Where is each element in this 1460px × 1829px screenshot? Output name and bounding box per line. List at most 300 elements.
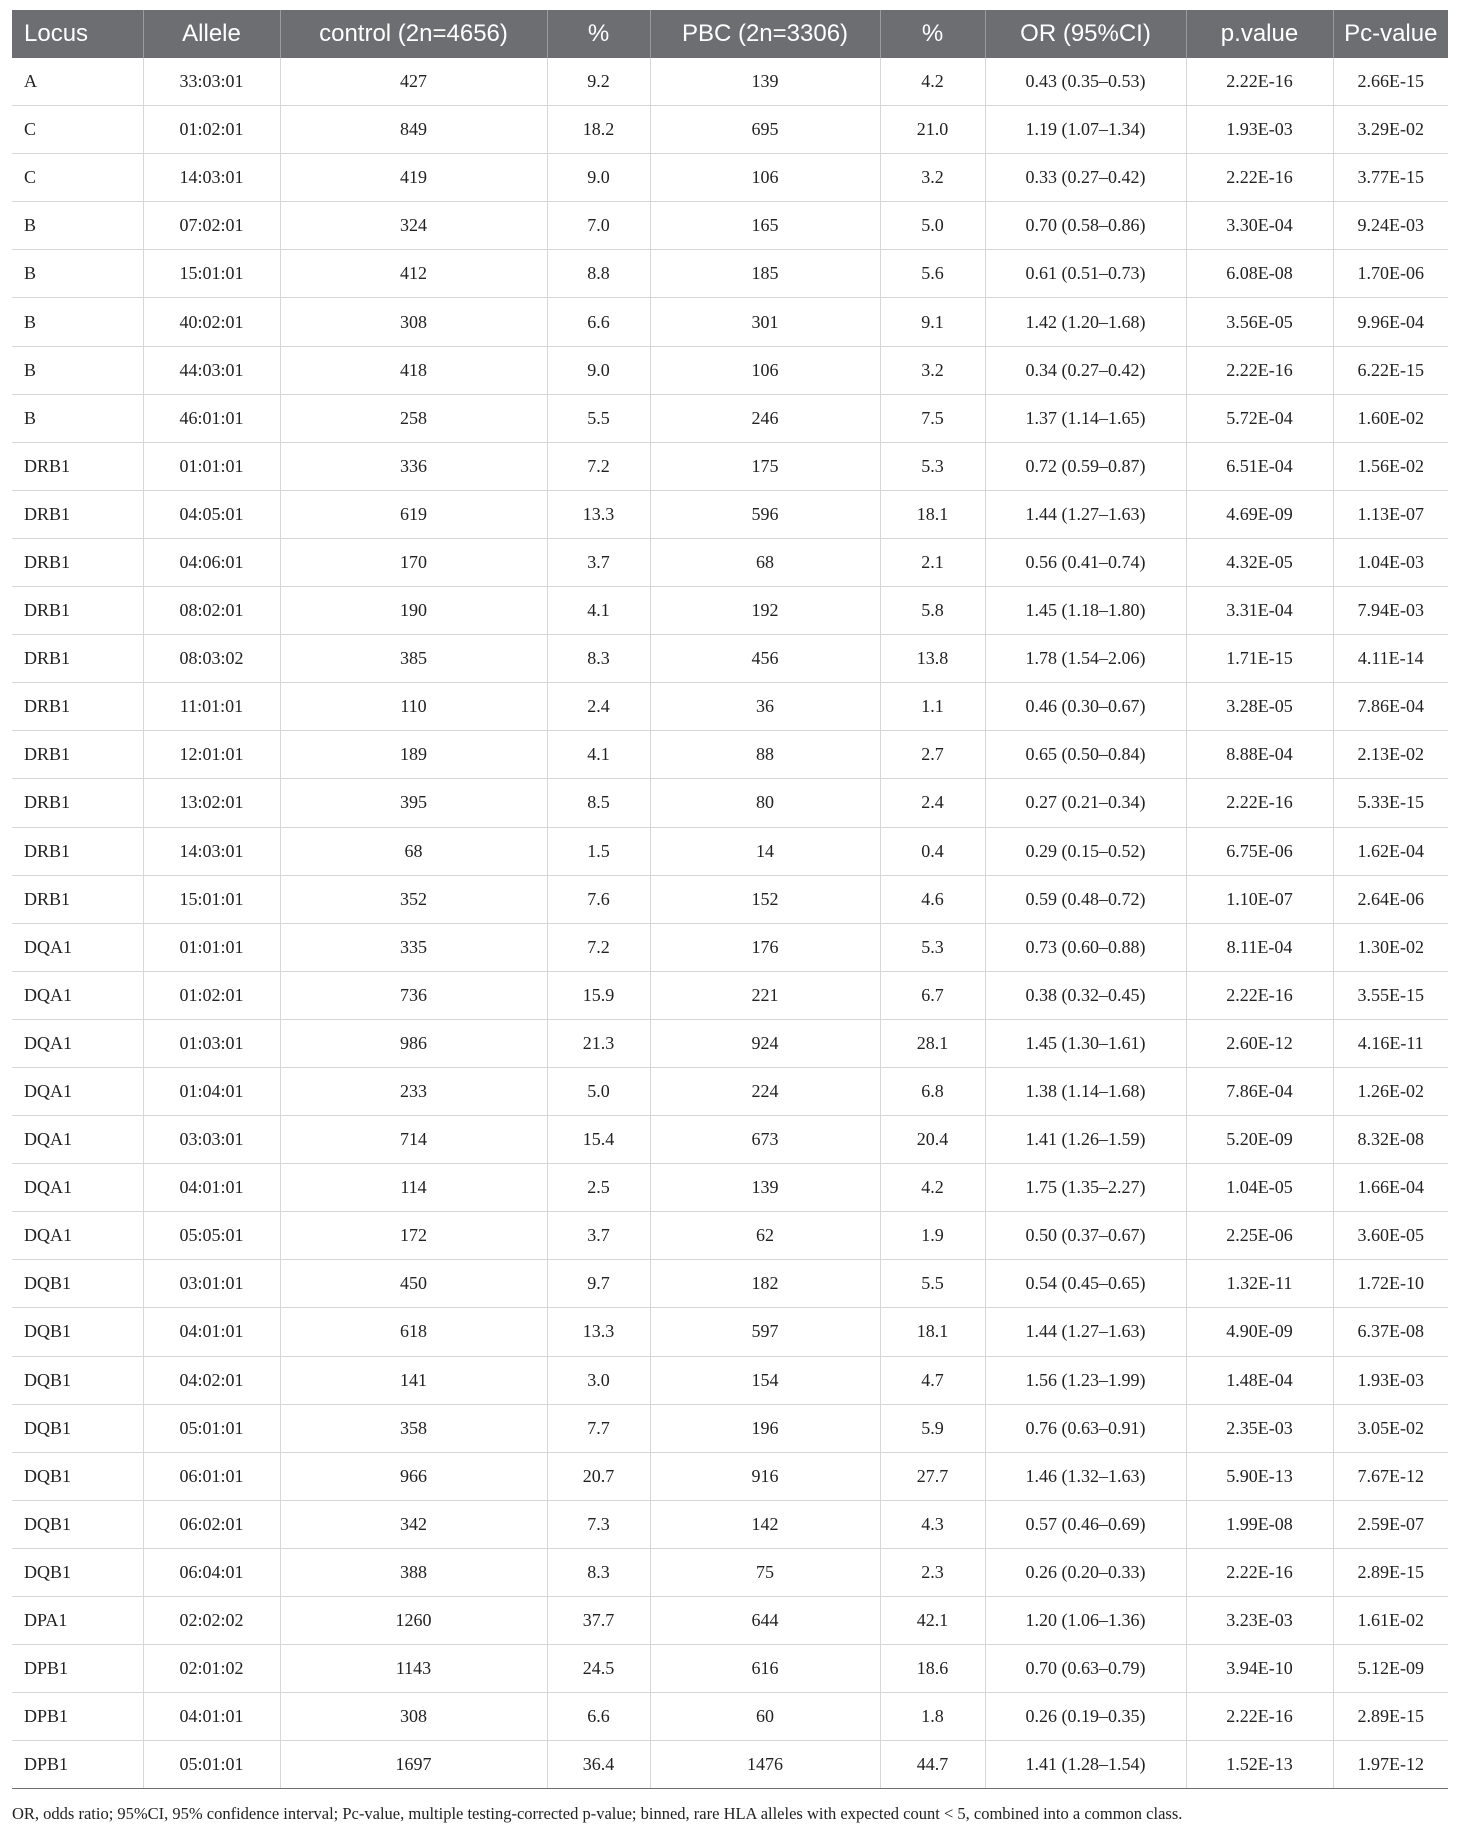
cell-locus: DRB1	[12, 442, 143, 490]
cell-pbc-count: 14	[650, 827, 880, 875]
cell-pbc-percent: 2.3	[880, 1548, 985, 1596]
cell-locus: DQB1	[12, 1308, 143, 1356]
cell-locus: DQB1	[12, 1260, 143, 1308]
cell-locus: DPB1	[12, 1693, 143, 1741]
cell-pbc-count: 106	[650, 346, 880, 394]
table-footnote: OR, odds ratio; 95%CI, 95% confidence interval; Pc-value, multiple testing-corrected p-value; binned, rare HLA alleles with expected count < 5, combined into a common class.	[12, 1804, 1183, 1823]
cell-control-percent: 2.4	[547, 683, 650, 731]
cell-control-count: 308	[280, 298, 547, 346]
cell-pbc-count: 182	[650, 1260, 880, 1308]
cell-control-count: 1697	[280, 1741, 547, 1789]
cell-allele: 04:02:01	[143, 1356, 280, 1404]
cell-control-percent: 3.7	[547, 538, 650, 586]
cell-control-count: 352	[280, 875, 547, 923]
cell-control-count: 966	[280, 1452, 547, 1500]
cell-locus: DRB1	[12, 875, 143, 923]
cell-control-count: 336	[280, 442, 547, 490]
cell-pc-value: 3.77E-15	[1333, 154, 1448, 202]
cell-control-percent: 15.9	[547, 971, 650, 1019]
cell-locus: A	[12, 58, 143, 106]
cell-pbc-percent: 4.3	[880, 1500, 985, 1548]
cell-pbc-count: 192	[650, 587, 880, 635]
cell-allele: 01:02:01	[143, 971, 280, 1019]
cell-pbc-count: 456	[650, 635, 880, 683]
cell-p-value: 5.90E-13	[1186, 1452, 1333, 1500]
cell-pbc-count: 154	[650, 1356, 880, 1404]
cell-locus: DRB1	[12, 683, 143, 731]
cell-control-percent: 7.7	[547, 1404, 650, 1452]
cell-pbc-percent: 5.3	[880, 923, 985, 971]
table-header-row	[12, 10, 1448, 58]
cell-control-count: 986	[280, 1019, 547, 1067]
table-row	[12, 1356, 1448, 1404]
cell-control-percent: 8.8	[547, 250, 650, 298]
cell-p-value: 4.90E-09	[1186, 1308, 1333, 1356]
cell-locus: DPB1	[12, 1741, 143, 1789]
cell-control-percent: 7.2	[547, 442, 650, 490]
cell-pbc-percent: 5.8	[880, 587, 985, 635]
cell-p-value: 8.11E-04	[1186, 923, 1333, 971]
cell-pbc-percent: 2.7	[880, 731, 985, 779]
cell-control-percent: 7.3	[547, 1500, 650, 1548]
cell-locus: DQA1	[12, 1116, 143, 1164]
cell-pbc-percent: 4.7	[880, 1356, 985, 1404]
cell-pbc-percent: 2.4	[880, 779, 985, 827]
cell-pbc-percent: 4.2	[880, 1164, 985, 1212]
cell-pbc-count: 75	[650, 1548, 880, 1596]
table-row	[12, 1067, 1448, 1115]
cell-pbc-percent: 7.5	[880, 394, 985, 442]
cell-pbc-count: 673	[650, 1116, 880, 1164]
cell-pbc-percent: 13.8	[880, 635, 985, 683]
cell-p-value: 2.22E-16	[1186, 58, 1333, 106]
table-row	[12, 1693, 1448, 1741]
cell-locus: DQB1	[12, 1500, 143, 1548]
cell-pbc-percent: 1.8	[880, 1693, 985, 1741]
cell-pc-value: 2.13E-02	[1333, 731, 1448, 779]
cell-locus: DQA1	[12, 923, 143, 971]
cell-pbc-count: 142	[650, 1500, 880, 1548]
cell-p-value: 1.48E-04	[1186, 1356, 1333, 1404]
cell-pbc-count: 644	[650, 1597, 880, 1645]
table-row	[12, 58, 1448, 106]
cell-pbc-percent: 1.9	[880, 1212, 985, 1260]
cell-control-count: 849	[280, 106, 547, 154]
cell-control-count: 395	[280, 779, 547, 827]
cell-pbc-count: 62	[650, 1212, 880, 1260]
cell-control-count: 450	[280, 1260, 547, 1308]
table-row	[12, 538, 1448, 586]
cell-p-value: 1.93E-03	[1186, 106, 1333, 154]
cell-allele: 14:03:01	[143, 154, 280, 202]
cell-or-ci: 1.46 (1.32–1.63)	[985, 1452, 1186, 1500]
cell-allele: 40:02:01	[143, 298, 280, 346]
cell-pbc-percent: 5.0	[880, 202, 985, 250]
cell-p-value: 3.30E-04	[1186, 202, 1333, 250]
cell-pbc-count: 36	[650, 683, 880, 731]
table-row	[12, 923, 1448, 971]
cell-pbc-count: 224	[650, 1067, 880, 1115]
hla-allele-table	[12, 10, 1448, 1789]
cell-locus: C	[12, 106, 143, 154]
cell-locus: DQB1	[12, 1548, 143, 1596]
cell-p-value: 3.56E-05	[1186, 298, 1333, 346]
table-row	[12, 1645, 1448, 1693]
cell-locus: DRB1	[12, 587, 143, 635]
cell-pbc-count: 60	[650, 1693, 880, 1741]
cell-pc-value: 1.66E-04	[1333, 1164, 1448, 1212]
cell-pc-value: 1.04E-03	[1333, 538, 1448, 586]
cell-allele: 15:01:01	[143, 250, 280, 298]
table-row	[12, 779, 1448, 827]
cell-pbc-percent: 4.2	[880, 58, 985, 106]
cell-pbc-count: 152	[650, 875, 880, 923]
cell-allele: 08:02:01	[143, 587, 280, 635]
cell-pbc-percent: 27.7	[880, 1452, 985, 1500]
cell-allele: 12:01:01	[143, 731, 280, 779]
cell-pc-value: 1.97E-12	[1333, 1741, 1448, 1789]
cell-p-value: 2.35E-03	[1186, 1404, 1333, 1452]
cell-or-ci: 0.59 (0.48–0.72)	[985, 875, 1186, 923]
cell-p-value: 5.20E-09	[1186, 1116, 1333, 1164]
cell-control-percent: 3.0	[547, 1356, 650, 1404]
cell-pc-value: 5.33E-15	[1333, 779, 1448, 827]
cell-p-value: 2.22E-16	[1186, 154, 1333, 202]
cell-pbc-percent: 5.6	[880, 250, 985, 298]
cell-or-ci: 1.41 (1.26–1.59)	[985, 1116, 1186, 1164]
cell-pbc-count: 88	[650, 731, 880, 779]
table-row	[12, 1597, 1448, 1645]
cell-p-value: 4.69E-09	[1186, 490, 1333, 538]
cell-pbc-percent: 42.1	[880, 1597, 985, 1645]
table-row	[12, 635, 1448, 683]
cell-allele: 46:01:01	[143, 394, 280, 442]
cell-p-value: 2.22E-16	[1186, 1548, 1333, 1596]
cell-pc-value: 1.60E-02	[1333, 394, 1448, 442]
cell-or-ci: 1.19 (1.07–1.34)	[985, 106, 1186, 154]
cell-pbc-percent: 18.1	[880, 490, 985, 538]
cell-allele: 02:02:02	[143, 1597, 280, 1645]
cell-control-count: 412	[280, 250, 547, 298]
cell-pc-value: 3.60E-05	[1333, 1212, 1448, 1260]
cell-or-ci: 0.57 (0.46–0.69)	[985, 1500, 1186, 1548]
cell-or-ci: 0.46 (0.30–0.67)	[985, 683, 1186, 731]
table-row	[12, 731, 1448, 779]
cell-control-percent: 5.0	[547, 1067, 650, 1115]
table-row	[12, 154, 1448, 202]
cell-locus: B	[12, 250, 143, 298]
cell-pc-value: 4.16E-11	[1333, 1019, 1448, 1067]
cell-or-ci: 0.54 (0.45–0.65)	[985, 1260, 1186, 1308]
cell-control-percent: 13.3	[547, 490, 650, 538]
cell-pbc-count: 165	[650, 202, 880, 250]
cell-pc-value: 3.05E-02	[1333, 1404, 1448, 1452]
header-pbc: PBC (2n=3306)	[650, 10, 880, 58]
cell-control-count: 1143	[280, 1645, 547, 1693]
cell-or-ci: 0.50 (0.37–0.67)	[985, 1212, 1186, 1260]
cell-pc-value: 2.64E-06	[1333, 875, 1448, 923]
cell-p-value: 4.32E-05	[1186, 538, 1333, 586]
cell-allele: 05:01:01	[143, 1741, 280, 1789]
cell-control-count: 342	[280, 1500, 547, 1548]
header-or-ci: OR (95%CI)	[985, 10, 1186, 58]
table-row	[12, 875, 1448, 923]
cell-pbc-percent: 28.1	[880, 1019, 985, 1067]
cell-control-percent: 8.5	[547, 779, 650, 827]
cell-p-value: 6.08E-08	[1186, 250, 1333, 298]
cell-pbc-count: 221	[650, 971, 880, 1019]
cell-allele: 44:03:01	[143, 346, 280, 394]
cell-pc-value: 2.89E-15	[1333, 1548, 1448, 1596]
cell-pc-value: 8.32E-08	[1333, 1116, 1448, 1164]
cell-pc-value: 2.66E-15	[1333, 58, 1448, 106]
header-control-percent: %	[547, 10, 650, 58]
cell-p-value: 1.04E-05	[1186, 1164, 1333, 1212]
cell-pbc-count: 68	[650, 538, 880, 586]
cell-pbc-percent: 18.6	[880, 1645, 985, 1693]
cell-pc-value: 1.56E-02	[1333, 442, 1448, 490]
cell-locus: C	[12, 154, 143, 202]
cell-pbc-count: 175	[650, 442, 880, 490]
table-row	[12, 346, 1448, 394]
cell-locus: DQB1	[12, 1452, 143, 1500]
table-container	[12, 10, 1448, 1789]
cell-control-percent: 24.5	[547, 1645, 650, 1693]
cell-control-count: 110	[280, 683, 547, 731]
cell-or-ci: 0.61 (0.51–0.73)	[985, 250, 1186, 298]
cell-pbc-percent: 5.5	[880, 1260, 985, 1308]
cell-control-percent: 20.7	[547, 1452, 650, 1500]
cell-control-percent: 15.4	[547, 1116, 650, 1164]
cell-allele: 08:03:02	[143, 635, 280, 683]
cell-pbc-percent: 3.2	[880, 346, 985, 394]
cell-p-value: 2.25E-06	[1186, 1212, 1333, 1260]
table-row	[12, 298, 1448, 346]
table-row	[12, 490, 1448, 538]
cell-pbc-percent: 18.1	[880, 1308, 985, 1356]
cell-or-ci: 0.29 (0.15–0.52)	[985, 827, 1186, 875]
cell-p-value: 2.22E-16	[1186, 779, 1333, 827]
cell-pc-value: 3.29E-02	[1333, 106, 1448, 154]
table-row	[12, 1019, 1448, 1067]
cell-control-count: 172	[280, 1212, 547, 1260]
cell-control-count: 170	[280, 538, 547, 586]
cell-pc-value: 3.55E-15	[1333, 971, 1448, 1019]
cell-p-value: 3.23E-03	[1186, 1597, 1333, 1645]
table-row	[12, 1164, 1448, 1212]
cell-or-ci: 1.44 (1.27–1.63)	[985, 1308, 1186, 1356]
cell-locus: B	[12, 202, 143, 250]
cell-or-ci: 1.44 (1.27–1.63)	[985, 490, 1186, 538]
cell-locus: DQA1	[12, 1212, 143, 1260]
cell-or-ci: 0.73 (0.60–0.88)	[985, 923, 1186, 971]
cell-pc-value: 6.22E-15	[1333, 346, 1448, 394]
cell-p-value: 7.86E-04	[1186, 1067, 1333, 1115]
cell-allele: 15:01:01	[143, 875, 280, 923]
cell-p-value: 3.94E-10	[1186, 1645, 1333, 1693]
table-row	[12, 202, 1448, 250]
cell-pbc-percent: 4.6	[880, 875, 985, 923]
cell-control-count: 335	[280, 923, 547, 971]
cell-control-percent: 1.5	[547, 827, 650, 875]
cell-locus: DRB1	[12, 779, 143, 827]
cell-locus: DRB1	[12, 538, 143, 586]
cell-pc-value: 2.59E-07	[1333, 1500, 1448, 1548]
cell-pc-value: 1.30E-02	[1333, 923, 1448, 971]
cell-control-percent: 36.4	[547, 1741, 650, 1789]
cell-pc-value: 1.72E-10	[1333, 1260, 1448, 1308]
cell-pbc-percent: 21.0	[880, 106, 985, 154]
cell-or-ci: 0.76 (0.63–0.91)	[985, 1404, 1186, 1452]
cell-p-value: 1.71E-15	[1186, 635, 1333, 683]
cell-control-count: 114	[280, 1164, 547, 1212]
cell-control-percent: 4.1	[547, 587, 650, 635]
cell-allele: 14:03:01	[143, 827, 280, 875]
table-row	[12, 587, 1448, 635]
cell-locus: B	[12, 394, 143, 442]
cell-or-ci: 1.20 (1.06–1.36)	[985, 1597, 1186, 1645]
header-pbc-percent: %	[880, 10, 985, 58]
cell-pc-value: 1.93E-03	[1333, 1356, 1448, 1404]
cell-control-count: 141	[280, 1356, 547, 1404]
cell-locus: DQB1	[12, 1404, 143, 1452]
cell-control-percent: 2.5	[547, 1164, 650, 1212]
cell-control-count: 189	[280, 731, 547, 779]
cell-pc-value: 6.37E-08	[1333, 1308, 1448, 1356]
cell-control-percent: 9.2	[547, 58, 650, 106]
cell-pbc-count: 597	[650, 1308, 880, 1356]
table-row	[12, 106, 1448, 154]
cell-control-count: 358	[280, 1404, 547, 1452]
cell-p-value: 6.75E-06	[1186, 827, 1333, 875]
cell-allele: 04:01:01	[143, 1308, 280, 1356]
cell-allele: 01:02:01	[143, 106, 280, 154]
cell-allele: 11:01:01	[143, 683, 280, 731]
cell-control-percent: 7.0	[547, 202, 650, 250]
cell-control-percent: 21.3	[547, 1019, 650, 1067]
cell-pc-value: 7.94E-03	[1333, 587, 1448, 635]
cell-control-percent: 8.3	[547, 635, 650, 683]
cell-pbc-percent: 44.7	[880, 1741, 985, 1789]
cell-pbc-percent: 1.1	[880, 683, 985, 731]
cell-allele: 01:03:01	[143, 1019, 280, 1067]
cell-or-ci: 0.26 (0.19–0.35)	[985, 1693, 1186, 1741]
cell-pbc-percent: 5.9	[880, 1404, 985, 1452]
cell-p-value: 8.88E-04	[1186, 731, 1333, 779]
cell-or-ci: 1.41 (1.28–1.54)	[985, 1741, 1186, 1789]
cell-or-ci: 0.26 (0.20–0.33)	[985, 1548, 1186, 1596]
table-row	[12, 1548, 1448, 1596]
cell-pc-value: 1.61E-02	[1333, 1597, 1448, 1645]
cell-locus: B	[12, 298, 143, 346]
cell-allele: 33:03:01	[143, 58, 280, 106]
cell-control-count: 714	[280, 1116, 547, 1164]
table-row	[12, 1212, 1448, 1260]
table-body	[12, 58, 1448, 1789]
cell-pbc-percent: 20.4	[880, 1116, 985, 1164]
table-row	[12, 394, 1448, 442]
cell-pbc-count: 301	[650, 298, 880, 346]
cell-control-count: 618	[280, 1308, 547, 1356]
cell-pbc-count: 695	[650, 106, 880, 154]
cell-or-ci: 1.75 (1.35–2.27)	[985, 1164, 1186, 1212]
table-row	[12, 1500, 1448, 1548]
cell-allele: 01:04:01	[143, 1067, 280, 1115]
table-row	[12, 1260, 1448, 1308]
cell-or-ci: 0.70 (0.63–0.79)	[985, 1645, 1186, 1693]
cell-or-ci: 0.34 (0.27–0.42)	[985, 346, 1186, 394]
cell-locus: DRB1	[12, 731, 143, 779]
cell-locus: DRB1	[12, 635, 143, 683]
cell-pbc-count: 176	[650, 923, 880, 971]
cell-or-ci: 1.42 (1.20–1.68)	[985, 298, 1186, 346]
cell-allele: 04:05:01	[143, 490, 280, 538]
cell-allele: 06:02:01	[143, 1500, 280, 1548]
cell-pc-value: 5.12E-09	[1333, 1645, 1448, 1693]
cell-pc-value: 1.26E-02	[1333, 1067, 1448, 1115]
cell-allele: 03:01:01	[143, 1260, 280, 1308]
cell-or-ci: 1.45 (1.30–1.61)	[985, 1019, 1186, 1067]
cell-allele: 04:01:01	[143, 1164, 280, 1212]
cell-pbc-percent: 9.1	[880, 298, 985, 346]
cell-or-ci: 1.78 (1.54–2.06)	[985, 635, 1186, 683]
cell-locus: DQA1	[12, 1067, 143, 1115]
cell-or-ci: 0.38 (0.32–0.45)	[985, 971, 1186, 1019]
cell-allele: 05:05:01	[143, 1212, 280, 1260]
cell-or-ci: 1.38 (1.14–1.68)	[985, 1067, 1186, 1115]
cell-locus: DRB1	[12, 827, 143, 875]
cell-pbc-percent: 5.3	[880, 442, 985, 490]
cell-control-percent: 7.2	[547, 923, 650, 971]
cell-control-count: 324	[280, 202, 547, 250]
table-row	[12, 827, 1448, 875]
cell-or-ci: 0.56 (0.41–0.74)	[985, 538, 1186, 586]
cell-pc-value: 7.67E-12	[1333, 1452, 1448, 1500]
cell-control-count: 388	[280, 1548, 547, 1596]
cell-allele: 04:06:01	[143, 538, 280, 586]
cell-allele: 04:01:01	[143, 1693, 280, 1741]
cell-p-value: 2.60E-12	[1186, 1019, 1333, 1067]
cell-control-percent: 7.6	[547, 875, 650, 923]
cell-p-value: 6.51E-04	[1186, 442, 1333, 490]
cell-p-value: 1.10E-07	[1186, 875, 1333, 923]
cell-pc-value: 7.86E-04	[1333, 683, 1448, 731]
cell-p-value: 1.52E-13	[1186, 1741, 1333, 1789]
cell-p-value: 3.28E-05	[1186, 683, 1333, 731]
cell-locus: DQA1	[12, 1164, 143, 1212]
cell-pbc-count: 139	[650, 58, 880, 106]
cell-control-percent: 6.6	[547, 298, 650, 346]
table-row	[12, 1404, 1448, 1452]
cell-control-percent: 3.7	[547, 1212, 650, 1260]
cell-pbc-count: 185	[650, 250, 880, 298]
cell-pbc-count: 80	[650, 779, 880, 827]
cell-control-percent: 18.2	[547, 106, 650, 154]
cell-or-ci: 0.27 (0.21–0.34)	[985, 779, 1186, 827]
cell-control-count: 427	[280, 58, 547, 106]
cell-pbc-percent: 3.2	[880, 154, 985, 202]
cell-or-ci: 0.70 (0.58–0.86)	[985, 202, 1186, 250]
cell-control-count: 190	[280, 587, 547, 635]
cell-locus: DQA1	[12, 971, 143, 1019]
cell-pc-value: 2.89E-15	[1333, 1693, 1448, 1741]
cell-p-value: 1.99E-08	[1186, 1500, 1333, 1548]
cell-control-percent: 8.3	[547, 1548, 650, 1596]
cell-pbc-count: 596	[650, 490, 880, 538]
cell-pc-value: 4.11E-14	[1333, 635, 1448, 683]
cell-locus: DPA1	[12, 1597, 143, 1645]
cell-control-percent: 5.5	[547, 394, 650, 442]
